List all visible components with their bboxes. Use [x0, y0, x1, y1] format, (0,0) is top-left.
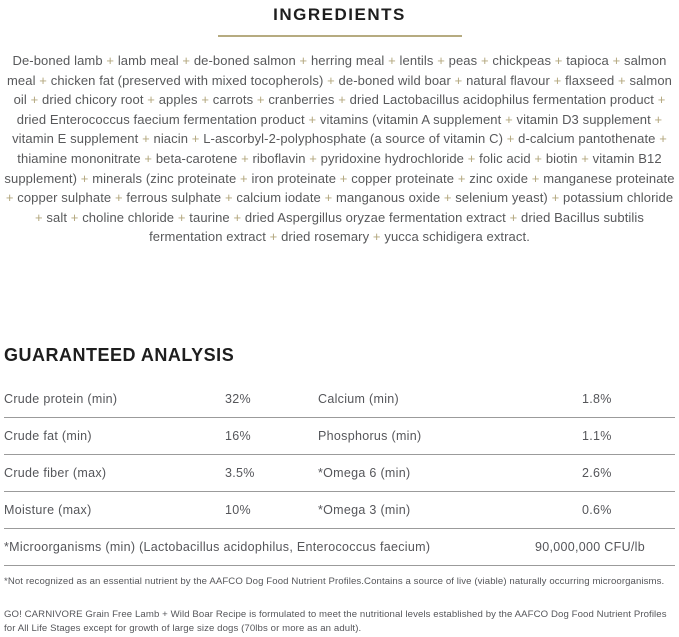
plus-separator: + — [327, 72, 335, 88]
row-label: Phosphorus (min) — [318, 428, 422, 443]
plus-separator: + — [309, 150, 317, 166]
row-value: 10% — [225, 502, 251, 517]
footnote-asterisk: *Not recognized as an essential nutrient by the AAFCO Dog Food Nutrient Profiles.Contains a source of live (viable) naturally occurring microorganisms. — [4, 575, 665, 587]
plus-separator: + — [618, 72, 626, 88]
plus-separator: + — [654, 111, 663, 127]
plus-separator: + — [256, 92, 265, 108]
plus-separator: + — [35, 209, 43, 225]
plus-separator: + — [659, 131, 667, 147]
row-value: 0.6% — [582, 502, 612, 517]
plus-separator: + — [201, 92, 210, 108]
plus-separator: + — [106, 53, 115, 68]
plus-separator: + — [454, 72, 463, 88]
table-row — [4, 455, 675, 492]
plus-separator: + — [233, 209, 242, 225]
table-row-microorganisms — [4, 529, 675, 566]
plus-separator: + — [338, 92, 346, 108]
plus-separator: + — [240, 170, 248, 186]
row-value: 1.8% — [582, 391, 612, 406]
row-value: 90,000,000 CFU/lb — [534, 539, 645, 554]
row-label: Crude protein (min) — [4, 391, 118, 406]
row-label: Crude fiber (max) — [4, 465, 107, 480]
ingredients-divider — [218, 35, 462, 37]
plus-separator: + — [324, 190, 333, 206]
plus-separator: + — [443, 190, 452, 206]
table-row — [4, 418, 675, 455]
plus-separator: + — [534, 150, 543, 166]
plus-separator: + — [388, 53, 396, 68]
plus-separator: + — [554, 53, 563, 68]
footnote-formulation: GO! CARNIVORE Grain Free Lamb + Wild Boar Recipe is formulated to meet the nutritional levels established by the AAFCO Dog Food Nutrient Profiles for All Life Stages except for growth of large size dogs (70lbs or more as an adult). — [4, 608, 667, 635]
plus-separator: + — [509, 209, 518, 225]
plus-separator: + — [30, 92, 39, 108]
plus-separator: + — [147, 92, 155, 108]
row-value: 16% — [225, 428, 251, 443]
plus-separator: + — [372, 229, 381, 245]
row-label: *Microorganisms (min) (Lactobacillus acidophilus, Enterococcus faecium) — [4, 539, 431, 554]
plus-separator: + — [80, 170, 89, 186]
row-label: Crude fat (min) — [4, 428, 92, 443]
plus-separator: + — [177, 209, 186, 225]
row-value: 32% — [225, 391, 251, 406]
ingredients-section — [4, 4, 675, 247]
plus-separator: + — [457, 170, 466, 186]
plus-separator: + — [505, 111, 513, 127]
analysis-table — [4, 381, 675, 566]
table-row — [4, 381, 675, 418]
plus-separator: + — [144, 150, 153, 166]
row-value: 2.6% — [582, 465, 612, 480]
plus-separator: + — [269, 229, 278, 245]
ingredients-text: De-boned lamb + lamb meal + de-boned salmon + herring meal + lentils + peas + chickpeas + tapioca + salmon meal + chicken fat (preserved with mixed tocopherols) + de-boned wild boar + natural flavour + flaxseed + salmon oil + dried chicory root + apples + carrots + cranberries + dried Lactobacillus acidophilus fermentation product + dried Enterococcus faecium fermentation product + vitamins (vitamin A supplement + vitamin D3 supplement + vitamin E supplement + niacin + L-ascorbyl-2-polyphosphate (a source of vitamin C) + d-calcium pantothenate + thiamine mononitrate + beta-carotene + riboflavin + pyridoxine hydrochloride + folic acid + biotin + vitamin B12 supplement) + minerals (zinc proteinate + iron proteinate + copper proteinate + zinc oxide + manganese proteinate + copper sulphate + ferrous sulphate + calcium iodate + manganous oxide + selenium yeast) + potassium chloride + salt + choline chloride + taurine + dried Aspergillus oryzae fermentation extract + dried Bacillus subtilis fermentation extract + dried rosemary + yucca schidigera extract. — [4, 53, 675, 245]
plus-separator: + — [5, 190, 14, 206]
plus-separator: + — [506, 131, 515, 147]
plus-separator: + — [70, 209, 79, 225]
row-value: 1.1% — [582, 428, 612, 443]
plus-separator: + — [191, 131, 200, 147]
ingredients-title: INGREDIENTS — [273, 5, 406, 24]
plus-separator: + — [480, 53, 489, 68]
plus-separator: + — [299, 53, 308, 68]
plus-separator: + — [142, 131, 150, 147]
plus-separator: + — [182, 53, 191, 68]
row-label: Calcium (min) — [318, 391, 399, 406]
row-label: Moisture (max) — [4, 502, 92, 517]
plus-separator: + — [581, 150, 589, 166]
row-label: *Omega 6 (min) — [318, 465, 411, 480]
table-row — [4, 492, 675, 529]
plus-separator: + — [551, 190, 560, 206]
plus-separator: + — [224, 190, 233, 206]
plus-separator: + — [437, 53, 445, 68]
row-value: 3.5% — [225, 465, 255, 480]
row-label: *Omega 3 (min) — [318, 502, 411, 517]
guaranteed-analysis-title: GUARANTEED ANALYSIS — [4, 344, 235, 365]
plus-separator: + — [308, 111, 317, 127]
plus-separator: + — [339, 170, 348, 186]
plus-separator: + — [39, 72, 47, 88]
plus-separator: + — [657, 92, 666, 108]
plus-separator: + — [553, 72, 562, 88]
plus-separator: + — [467, 150, 476, 166]
guaranteed-analysis-section — [4, 345, 675, 637]
plus-separator: + — [612, 53, 621, 68]
plus-separator: + — [531, 170, 540, 186]
plus-separator: + — [114, 190, 123, 206]
plus-separator: + — [241, 150, 249, 166]
